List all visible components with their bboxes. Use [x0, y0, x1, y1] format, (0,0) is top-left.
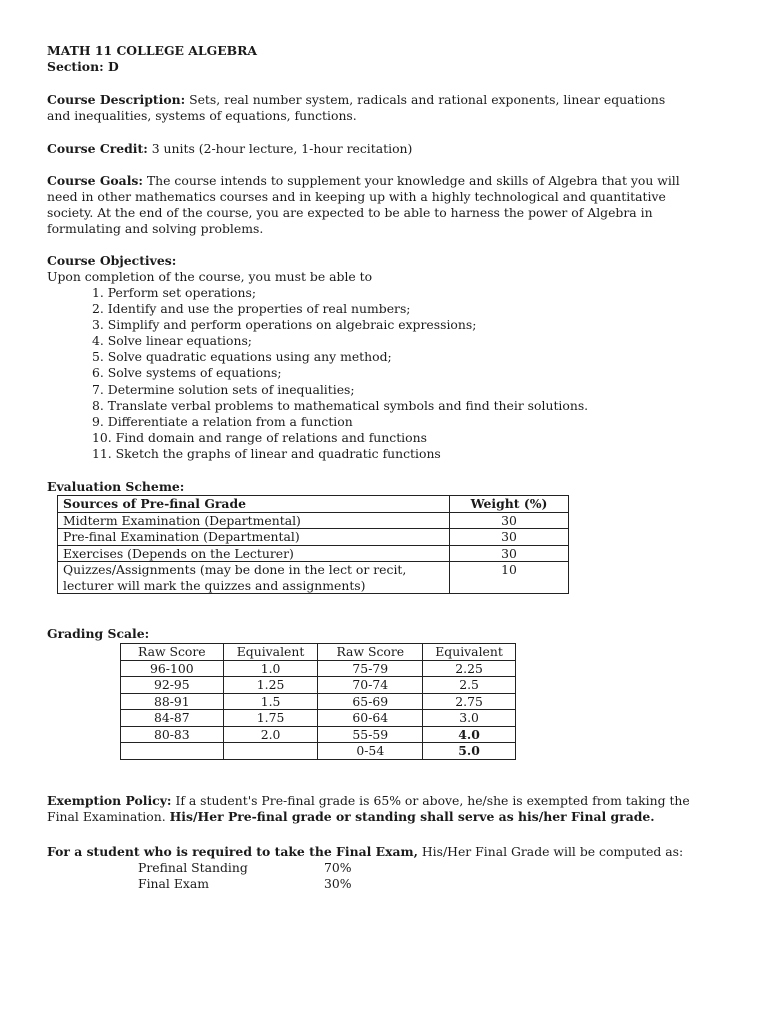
course-title: MATH 11 COLLEGE ALGEBRA — [47, 43, 258, 58]
cell-text: 4.0 — [458, 726, 480, 742]
list-item: 4. Solve linear equations; — [92, 333, 252, 349]
table-row — [121, 710, 516, 727]
table-cell: 60-64 — [318, 710, 423, 727]
description-text: Sets, real number system, radicals and rational exponents, linear equations — [185, 92, 666, 107]
table-cell: Pre-final Examination (Departmental) — [58, 529, 450, 546]
list-item: 2. Identify and use the properties of real numbers; — [92, 301, 411, 317]
description-text-2: and inequalities, systems of equations, functions. — [47, 108, 357, 123]
list-item: 11. Sketch the graphs of linear and quadratic functions — [92, 445, 441, 461]
table-cell: 10 — [450, 562, 569, 594]
credit-text: 3 units (2-hour lecture, 1-hour recitation) — [147, 141, 413, 156]
table-cell: 96-100 — [121, 660, 224, 677]
column-header: Raw Score — [121, 644, 224, 661]
goals-text-3: society. At the end of the course, you are expected to be able to harness the power of Algebra in — [47, 205, 653, 220]
list-item — [138, 876, 352, 892]
table-cell: 65-69 — [318, 693, 423, 710]
table-header-row — [121, 644, 516, 661]
table-row — [121, 677, 516, 694]
table-row — [58, 512, 569, 529]
table-cell — [121, 743, 224, 760]
table-header-row — [58, 496, 569, 513]
table-row — [58, 529, 569, 546]
list-item: 10. Find domain and range of relations and functions — [92, 429, 427, 445]
table-cell — [423, 743, 516, 760]
goals-label: Course Goals: — [47, 173, 143, 188]
table-cell: 2.5 — [423, 677, 516, 694]
cell-text: Quizzes/Assignments (may be done in the lect or recit, — [63, 562, 407, 577]
table-cell: Exercises (Depends on the Lecturer) — [58, 545, 450, 562]
list-item: 3. Simplify and perform operations on algebraic expressions; — [92, 317, 477, 333]
objectives-label: Course Objectives: — [47, 253, 177, 268]
table-row — [121, 693, 516, 710]
table-cell: 2.0 — [223, 726, 318, 743]
final-rule-bold: For a student who is required to take the Final Exam, — [47, 844, 418, 859]
grading-label: Grading Scale: — [47, 626, 150, 641]
table-row — [121, 660, 516, 677]
table-cell — [223, 743, 318, 760]
column-header: Weight (%) — [450, 496, 569, 513]
table-cell: 30 — [450, 545, 569, 562]
table-cell: 88-91 — [121, 693, 224, 710]
course-objectives — [47, 253, 372, 285]
description-label: Course Description: — [47, 92, 186, 107]
table-cell: 30 — [450, 512, 569, 529]
goals-text-2: need in other mathematics courses and in keeping up with a highly technological and quantitative — [47, 189, 666, 204]
exemption-label: Exemption Policy: — [47, 793, 172, 808]
list-item: 6. Solve systems of equations; — [92, 365, 282, 381]
table-cell: 80-83 — [121, 726, 224, 743]
table-row — [58, 562, 569, 594]
list-item: 7. Determine solution sets of inequalities; — [92, 381, 355, 397]
table-cell: 2.25 — [423, 660, 516, 677]
computation-label: Final Exam — [138, 876, 209, 891]
objectives-intro: Upon completion of the course, you must be able to — [47, 269, 373, 284]
column-header: Raw Score — [318, 644, 423, 661]
table-row — [121, 743, 516, 760]
table-cell: 55-59 — [318, 726, 423, 743]
list-item: 1. Perform set operations; — [92, 285, 257, 300]
table-cell: 3.0 — [423, 710, 516, 727]
course-goals — [47, 173, 680, 237]
exemption-text-2: Final Examination. — [47, 809, 170, 824]
table-cell — [58, 562, 450, 594]
table-cell: 1.75 — [223, 710, 318, 727]
final-grade-rule — [47, 844, 683, 860]
evaluation-table — [57, 495, 569, 594]
computation-value: 70% — [324, 860, 352, 875]
table-cell: Midterm Examination (Departmental) — [58, 512, 450, 529]
table-row — [121, 726, 516, 743]
table-cell: 84-87 — [121, 710, 224, 727]
objectives-list — [92, 285, 588, 462]
goals-text-4: formulating and solving problems. — [47, 221, 264, 236]
table-cell: 1.0 — [223, 660, 318, 677]
table-row — [58, 545, 569, 562]
cell-text: lecturer will mark the quizzes and assignments) — [63, 577, 366, 593]
column-header: Sources of Pre-final Grade — [58, 496, 450, 513]
exemption-emphasis: His/Her Pre-final grade or standing shall serve as his/her Final grade. — [169, 809, 655, 824]
final-grade-computation — [138, 860, 352, 892]
table-cell: 75-79 — [318, 660, 423, 677]
table-cell: 70-74 — [318, 677, 423, 694]
table-cell: 2.75 — [423, 693, 516, 710]
table-cell — [423, 726, 516, 743]
cell-text: 5.0 — [458, 743, 480, 758]
exemption-policy — [47, 793, 690, 825]
table-cell: 1.5 — [223, 693, 318, 710]
column-header: Equivalent — [423, 644, 516, 661]
course-header — [47, 43, 257, 75]
evaluation-heading — [47, 479, 184, 495]
section-label: Section: D — [47, 59, 119, 74]
credit-label: Course Credit: — [47, 141, 148, 156]
column-header: Equivalent — [223, 644, 318, 661]
final-rule-text: His/Her Final Grade will be computed as: — [417, 844, 684, 859]
course-credit — [47, 141, 412, 157]
computation-label: Prefinal Standing — [138, 860, 248, 875]
course-description — [47, 92, 665, 124]
table-cell: 0-54 — [318, 743, 423, 760]
table-cell: 92-95 — [121, 677, 224, 694]
list-item: 8. Translate verbal problems to mathematical symbols and find their solutions. — [92, 397, 589, 413]
list-item: 5. Solve quadratic equations using any method; — [92, 349, 392, 365]
table-cell: 30 — [450, 529, 569, 546]
grading-heading — [47, 626, 149, 642]
list-item — [138, 860, 352, 876]
table-cell: 1.25 — [223, 677, 318, 694]
computation-value: 30% — [324, 876, 352, 891]
grading-table — [120, 643, 516, 760]
exemption-text: If a student's Pre-final grade is 65% or above, he/she is exempted from taking the — [171, 793, 690, 808]
evaluation-label: Evaluation Scheme: — [47, 479, 185, 494]
goals-text: The course intends to supplement your knowledge and skills of Algebra that you will — [142, 173, 680, 188]
list-item: 9. Differentiate a relation from a function — [92, 413, 353, 429]
